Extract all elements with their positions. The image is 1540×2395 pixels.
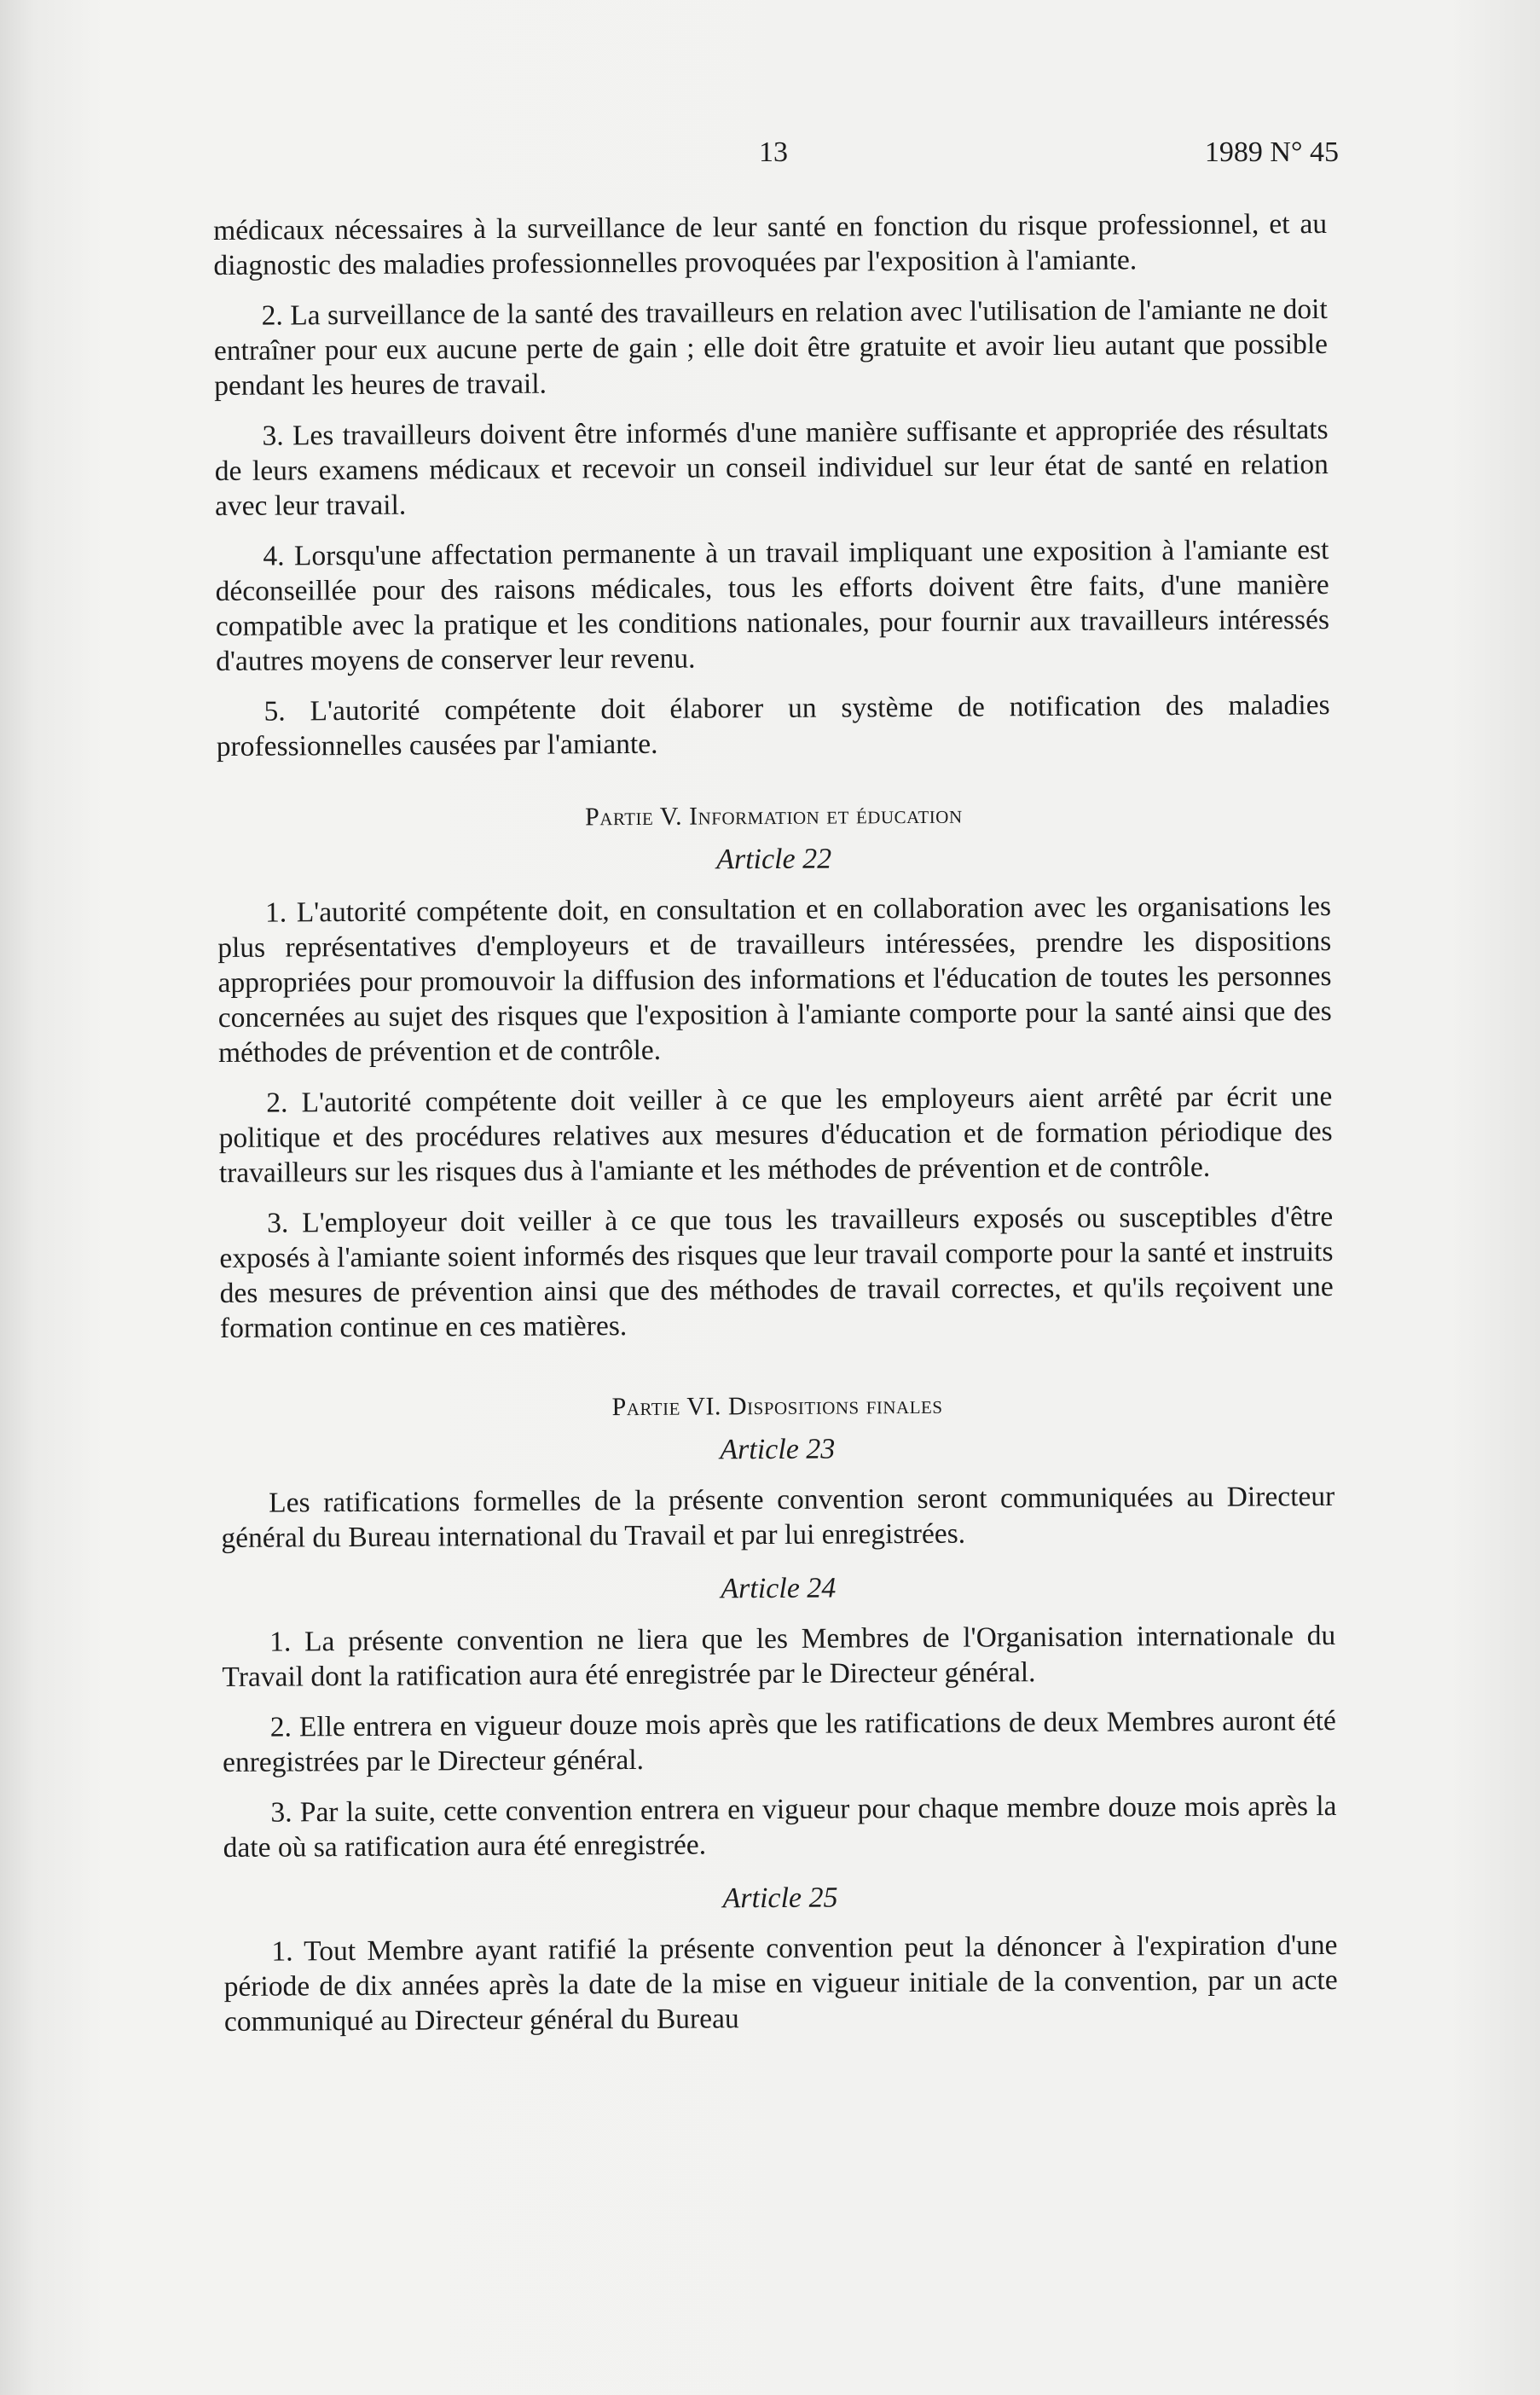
part-5-title: Partie V. Information et éducation (584, 800, 963, 832)
document-reference: 1989 N° 45 (1204, 136, 1339, 168)
paragraph: 1. Tout Membre ayant ratifié la présente convention peut la dénoncer à l'expiration d'une période de dix années après la date de la mise en vigueur initiale de la convention, par un acte communiqué au Directeur général du Bureau (223, 1928, 1338, 2038)
paragraph: 1. L'autorité compétente doit, en consultation et en collaboration avec les organisations les plus représentatives d'employeurs et de travailleurs intéressées, prendre les dispositions appropriées pour promouvoir la diffusion des informations et l'éducation de toutes les personnes concernées au sujet des risques que l'exposition à l'amiante comporte pour la santé ainsi que des méthodes de prévention et de contrôle. (217, 890, 1332, 1069)
paragraph: 3. L'employeur doit veiller à ce que tous les travailleurs exposés ou susceptibles d'être exposés à l'amiante soient informés des risques que leur travail comporte pour la santé et instruits des mesures de prévention ainsi que des méthodes de travail correctes, et qu'ils reçoivent une formation continue en ces matières. (219, 1201, 1334, 1344)
part-6-title: Partie VI. Dispositions finales (611, 1390, 943, 1422)
paragraph: Les ratifications formelles de la présente convention seront communiquées au Directeur général du Bureau international du Travail et par lui enregistrées. (221, 1480, 1335, 1554)
page-number: 13 (759, 136, 788, 168)
article-25-heading: Article 25 (722, 1882, 838, 1915)
paragraph: 2. Elle entrera en vigueur douze mois après que les ratifications de deux Membres auront été enregistrées par le Directeur général. (222, 1704, 1336, 1778)
article-23-heading: Article 23 (720, 1433, 836, 1466)
document-body (213, 206, 1338, 2055)
article-24-heading: Article 24 (721, 1572, 837, 1605)
paragraph: 2. La surveillance de la santé des travailleurs en relation avec l'utilisation de l'amiante ne doit entraîner pour eux aucune perte de gain ; elle doit être gratuite et avoir lieu autant que possible pendant les heures de travail. (213, 293, 1329, 402)
article-22-heading: Article 22 (716, 843, 832, 876)
paragraph: 1. La présente convention ne liera que les Membres de l'Organisation internationale du Travail dont la ratification aura été enregistrée par le Directeur général. (222, 1619, 1336, 1693)
paragraph: 3. Par la suite, cette convention entrera en vigueur pour chaque membre douze mois après la date où sa ratification aura été enregistrée. (223, 1789, 1337, 1864)
paragraph: 2. L'autorité compétente doit veiller à ce que les employeurs aient arrêté par écrit une politique et des procédures relatives aux mesures d'éducation et de formation périodique des travailleurs sur les risques dus à l'amiante et les méthodes de prévention et de contrôle. (218, 1081, 1333, 1189)
paragraph: 4. Lorsqu'une affectation permanente à un travail impliquant une exposition à l'amiante est déconseillée pour des raisons médicales, tous les efforts doivent être faits, d'une manière compatible avec la pratique et les conditions nationales, pour fournir aux travailleurs intéressés d'autres moyens de conserver leur revenu. (215, 534, 1330, 677)
page-header (213, 136, 1339, 179)
paragraph-continuation: médicaux nécessaires à la surveillance de leur santé en fonction du risque professionnel, et au diagnostic des maladies professionnelles provoquées par l'exposition à l'amiante. (213, 208, 1328, 281)
paragraph: 5. L'autorité compétente doit élaborer un système de notification des maladies professionnelles causées par l'amiante. (216, 689, 1330, 763)
paragraph: 3. Les travailleurs doivent être informés d'une manière suffisante et appropriée des résultats de leurs examens médicaux et recevoir un conseil individuel sur leur état de santé en relation avec leur travail. (214, 414, 1329, 522)
